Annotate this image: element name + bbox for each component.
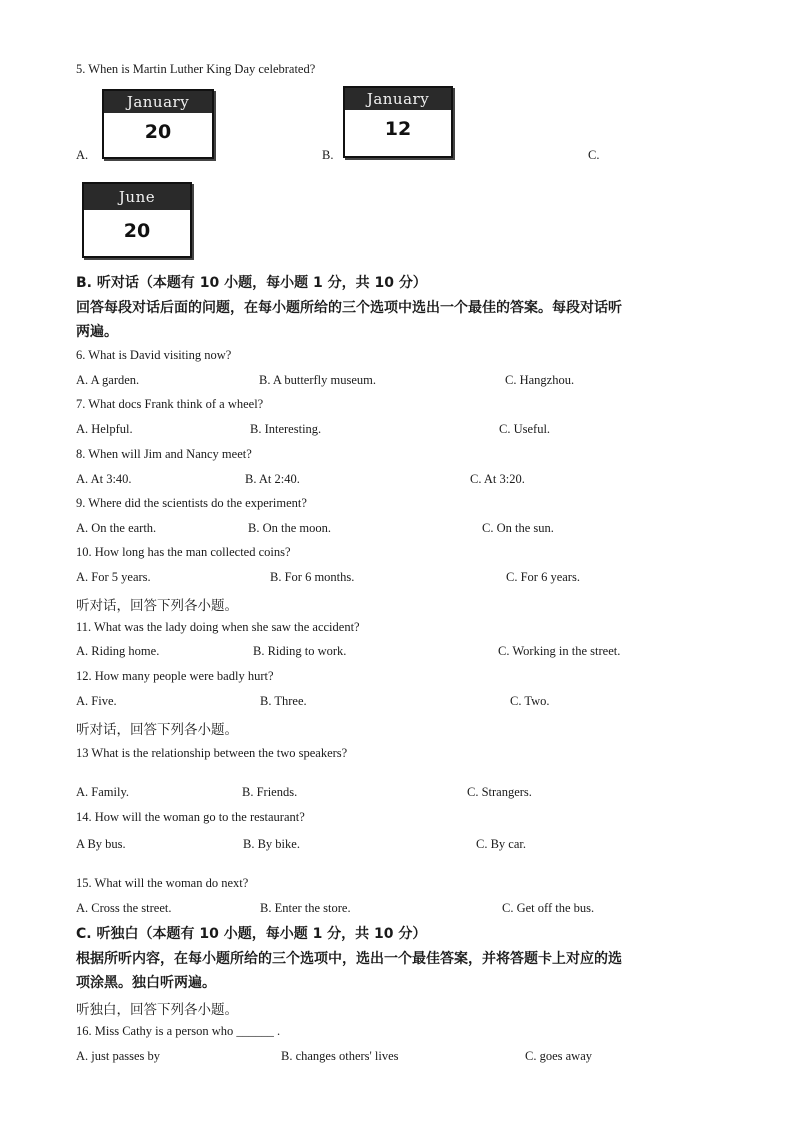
q16-option-a: A. just passes by xyxy=(76,1049,161,1063)
q6-option-c: C. Hangzhou. xyxy=(505,373,575,387)
calendar-day: 20 xyxy=(123,220,151,242)
question-6: 6. What is David visiting now? xyxy=(76,348,232,362)
option-a-label: A. xyxy=(76,148,89,162)
q8-option-b: B. At 2:40. xyxy=(245,472,300,486)
q7-option-b: B. Interesting. xyxy=(250,422,322,436)
calendar-option-c xyxy=(82,182,192,258)
option-c-label: C. xyxy=(588,148,600,162)
q11-option-c: C. Working in the street. xyxy=(498,644,621,658)
option-b-label: B. xyxy=(322,148,334,162)
calendar-month: June xyxy=(84,184,190,210)
question-9: 9. Where did the scientists do the experiment? xyxy=(76,496,307,510)
q15-option-b: B. Enter the store. xyxy=(260,901,351,915)
q9-option-b: B. On the moon. xyxy=(248,521,331,535)
q7-option-c: C. Useful. xyxy=(499,422,551,436)
question-14: 14. How will the woman go to the restaurant? xyxy=(76,810,305,824)
q10-option-a: A. For 5 years. xyxy=(76,570,151,584)
calendar-option-b xyxy=(343,86,453,158)
question-10: 10. How long has the man collected coins? xyxy=(76,545,291,559)
q9-option-c: C. On the sun. xyxy=(482,521,554,535)
calendar-day: 12 xyxy=(384,118,412,140)
q15-option-a: A. Cross the street. xyxy=(76,901,172,915)
question-7: 7. What docs Frank think of a wheel? xyxy=(76,397,264,411)
q12-option-a: A. Five. xyxy=(76,694,117,708)
section-c-instruction-cont: 项涂黑。独白听两遍。 xyxy=(76,975,216,991)
question-5: 5. When is Martin Luther King Day celebrated? xyxy=(76,62,316,76)
q6-option-b: B. A butterfly museum. xyxy=(259,373,377,387)
question-16: 16. Miss Cathy is a person who ______ . xyxy=(76,1024,281,1038)
q15-option-c: C. Get off the bus. xyxy=(502,901,595,915)
q11-option-b: B. Riding to work. xyxy=(253,644,347,658)
q10-option-b: B. For 6 months. xyxy=(270,570,355,584)
question-8: 8. When will Jim and Nancy meet? xyxy=(76,447,252,461)
listen-prompt: 听对话，回答下列各小题。 xyxy=(76,722,238,738)
calendar-day: 20 xyxy=(144,121,172,143)
section-b-instruction: 回答每段对话后面的问题，在每小题所给的三个选项中选出一个最佳的答案。每段对话听 xyxy=(76,300,622,316)
q12-option-c: C. Two. xyxy=(510,694,550,708)
section-c-instruction: 根据所听内容，在每小题所给的三个选项中，选出一个最佳答案，并将答题卡上对应的选 xyxy=(76,951,622,967)
q8-option-c: C. At 3:20. xyxy=(470,472,525,486)
q13-option-c: C. Strangers. xyxy=(467,785,532,799)
q11-option-a: A. Riding home. xyxy=(76,644,160,658)
q10-option-c: C. For 6 years. xyxy=(506,570,580,584)
q7-option-a: A. Helpful. xyxy=(76,422,133,436)
question-13: 13 What is the relationship between the two speakers? xyxy=(76,746,348,760)
listen-prompt: 听对话，回答下列各小题。 xyxy=(76,598,238,614)
q16-option-c: C. goes away xyxy=(525,1049,592,1063)
q8-option-a: A. At 3:40. xyxy=(76,472,132,486)
q13-option-b: B. Friends. xyxy=(242,785,298,799)
section-b-instruction-cont: 两遍。 xyxy=(76,324,118,340)
q14-option-c: C. By car. xyxy=(476,837,526,851)
monologue-prompt: 听独白，回答下列各小题。 xyxy=(76,1002,238,1018)
q13-option-a: A. Family. xyxy=(76,785,130,799)
q14-option-b: B. By bike. xyxy=(243,837,300,851)
q16-option-b: B. changes others' lives xyxy=(281,1049,399,1063)
section-c-title: C. 听独白（本题有 10 小题，每小题 1 分，共 10 分） xyxy=(76,926,427,942)
question-12: 12. How many people were badly hurt? xyxy=(76,669,274,683)
question-11: 11. What was the lady doing when she saw the accident? xyxy=(76,620,360,634)
q14-option-a: A By bus. xyxy=(76,837,126,851)
section-b-title: B. 听对话（本题有 10 小题，每小题 1 分，共 10 分） xyxy=(76,275,427,291)
calendar-month: January xyxy=(345,88,451,110)
q9-option-a: A. On the earth. xyxy=(76,521,157,535)
question-15: 15. What will the woman do next? xyxy=(76,876,249,890)
calendar-month: January xyxy=(104,91,212,113)
q6-option-a: A. A garden. xyxy=(76,373,140,387)
q12-option-b: B. Three. xyxy=(260,694,307,708)
calendar-option-a xyxy=(102,89,214,159)
